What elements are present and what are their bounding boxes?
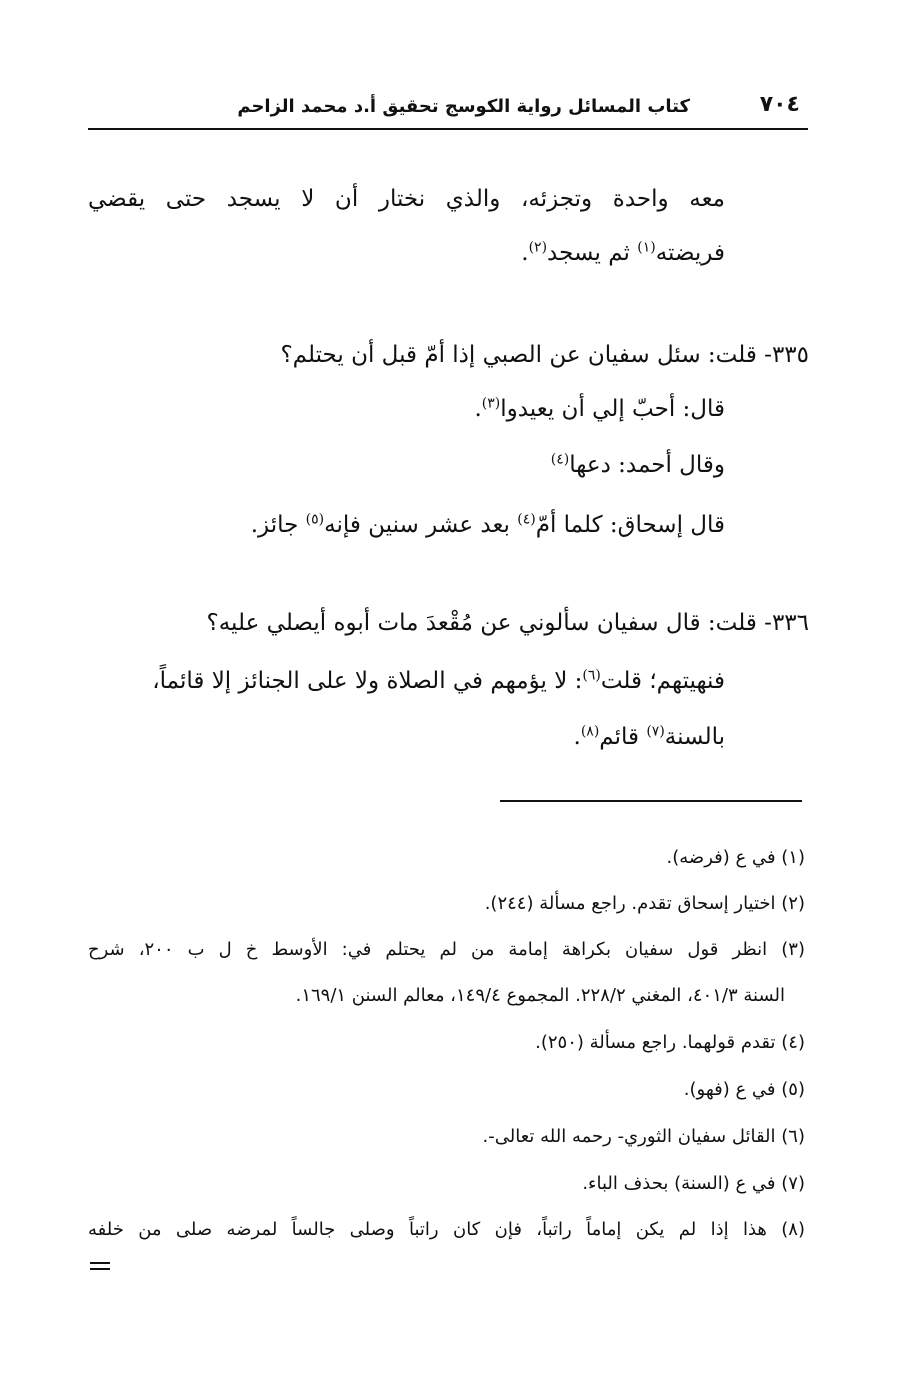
running-header: [88, 88, 808, 128]
footnote-1: (١) في ع (فرضه).: [666, 847, 805, 868]
footnote-ref: (٦): [582, 667, 601, 684]
footnote-7: (٧) في ع (السنة) بحذف الباء.: [582, 1173, 805, 1194]
answer-line: فنهيتهم؛ قلت$^{(٦)}$: لا يؤمهم في الصلاة ولا على الجنائز إلا قائماً،: [152, 667, 725, 694]
header-rule: [88, 128, 808, 130]
footnote-ref: (٧): [646, 723, 665, 740]
footnote-4: (٤) تقدم قولهما. راجع مسألة (٢٥٠).: [535, 1032, 805, 1053]
question-336: ٣٣٦- قلت: قال سفيان سألوني عن مُقْعدَ مات أبوه أيصلي عليه؟: [206, 610, 809, 636]
question-335: ٣٣٥- قلت: سئل سفيان عن الصبي إذا أمّ قبل أن يحتلم؟: [280, 342, 809, 368]
footnote-3-cont: السنة ٤٠١/٣، المغني ٢٢٨/٢. المجموع ١٤٩/٤، معالم السنن ١٦٩/١.: [295, 985, 785, 1006]
answer-line: قال: أحبّ إلي أن يعيدوا$^{(٣)}$.: [474, 395, 725, 422]
answer-line: بالسنة$^{(٧)}$ قائم$^{(٨)}$.: [573, 723, 725, 750]
answer-line: وقال أحمد: دعها$^{(٤)}$: [550, 451, 725, 478]
paragraph-line: فريضته$^{(١)}$ ثم يسجد$^{(٢)}$.: [521, 239, 725, 266]
footnote-5: (٥) في ع (فهو).: [683, 1079, 805, 1100]
footnote-6: (٦) القائل سفيان الثوري- رحمه الله تعالى-.: [482, 1126, 805, 1147]
footnote-ref: (٣): [481, 395, 501, 412]
footnote-2: (٢) اختيار إسحاق تقدم. راجع مسألة (٢٤٤).: [484, 893, 805, 914]
footnote-ref: (٢): [528, 239, 548, 256]
footnote-3: (٣) انظر قول سفيان بكراهة إمامة من لم يحتلم في: الأوسط خ ل ب ٢٠٠، شرح: [88, 939, 805, 960]
footnote-ref: (٥): [305, 511, 325, 528]
footnote-separator: [500, 800, 802, 802]
book-title: كتاب المسائل رواية الكوسج تحقيق أ.د محمد الزاحم: [237, 96, 690, 117]
continuation-mark: [90, 1262, 110, 1272]
footnote-ref: (٨): [580, 723, 600, 740]
footnote-ref: (١): [637, 239, 656, 256]
paragraph-line: معه واحدة وتجزئه، والذي نختار أن لا يسجد حتى يقضي: [88, 186, 725, 212]
page-number: ٧٠٤: [759, 92, 800, 117]
footnote-ref: (٤): [550, 451, 570, 468]
footnote-ref: (٤): [517, 511, 536, 528]
footnote-8: (٨) هذا إذا لم يكن إماماً راتباً، فإن كان راتباً وصلى جالساً لمرضه صلى من خلفه: [88, 1219, 805, 1240]
answer-line: قال إسحاق: كلما أمّ$^{(٤)}$ بعد عشر سنين فإنه$^{(٥)}$ جائز.: [250, 511, 725, 538]
